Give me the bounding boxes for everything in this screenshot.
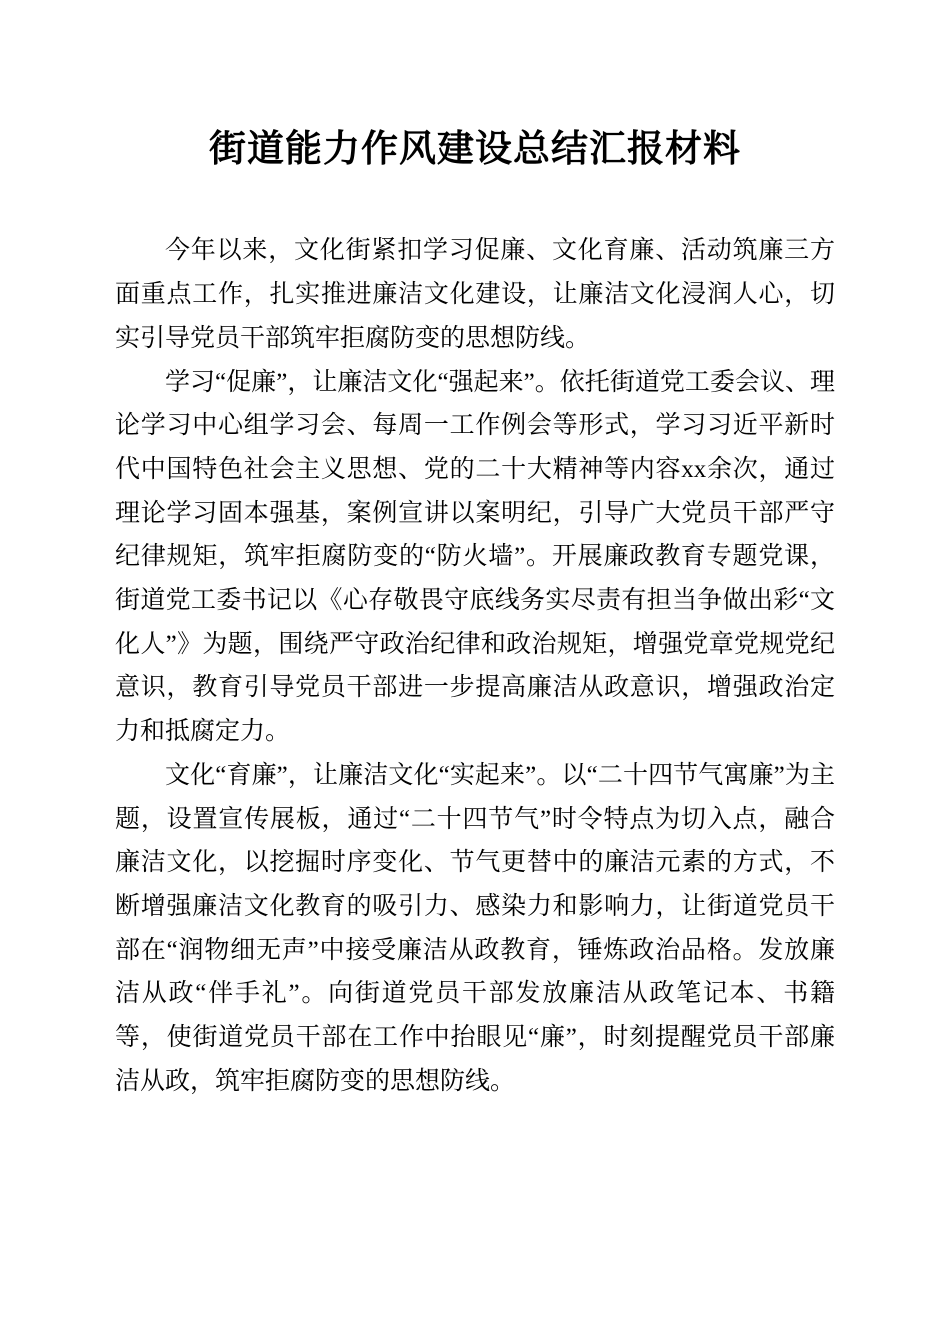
document-title: 街道能力作风建设总结汇报材料 xyxy=(209,129,741,170)
document-body xyxy=(115,229,835,1103)
paragraph-3: 文化“育廉”，让廉洁文化“实起来”。以“二十四节气寓廉”为主题，设置宣传展板，通过“二十四节气”时令特点为切入点，融合廉洁文化，以挖掘时序变化、节气更替中的廉洁元素的方式，不断增强廉洁文化教育的吸引力、感染力和影响力，让街道党员干部在“润物细无声”中接受廉洁从政教育，锤炼政治品格。发放廉洁从政“伴手礼”。向街道党员干部发放廉洁从政笔记本、书籍等，使街道党员干部在工作中抬眼见“廉”，时刻提醒党员干部廉洁从政，筑牢拒腐防变的思想防线。 xyxy=(115,761,835,1095)
paragraph-2: 学习“促廉”，让廉洁文化“强起来”。依托街道党工委会议、理论学习中心组学习会、每周一工作例会等形式，学习习近平新时代中国特色社会主义思想、党的二十大精神等内容xx余次，通过理论学习固本强基，案例宣讲以案明纪，引导广大党员干部严守纪律规矩，筑牢拒腐防变的“防火墙”。开展廉政教育专题党课，街道党工委书记以《心存敬畏守底线务实尽责有担当争做出彩“文化人”》为题，围绕严守政治纪律和政治规矩，增强党章党规党纪意识，教育引导党员干部进一步提高廉洁从政意识，增强政治定力和抵腐定力。 xyxy=(115,368,835,746)
paragraph-1: 今年以来，文化街紧扣学习促廉、文化育廉、活动筑廉三方面重点工作，扎实推进廉洁文化建设，让廉洁文化浸润人心，切实引导党员干部筑牢拒腐防变的思想防线。 xyxy=(115,237,835,352)
